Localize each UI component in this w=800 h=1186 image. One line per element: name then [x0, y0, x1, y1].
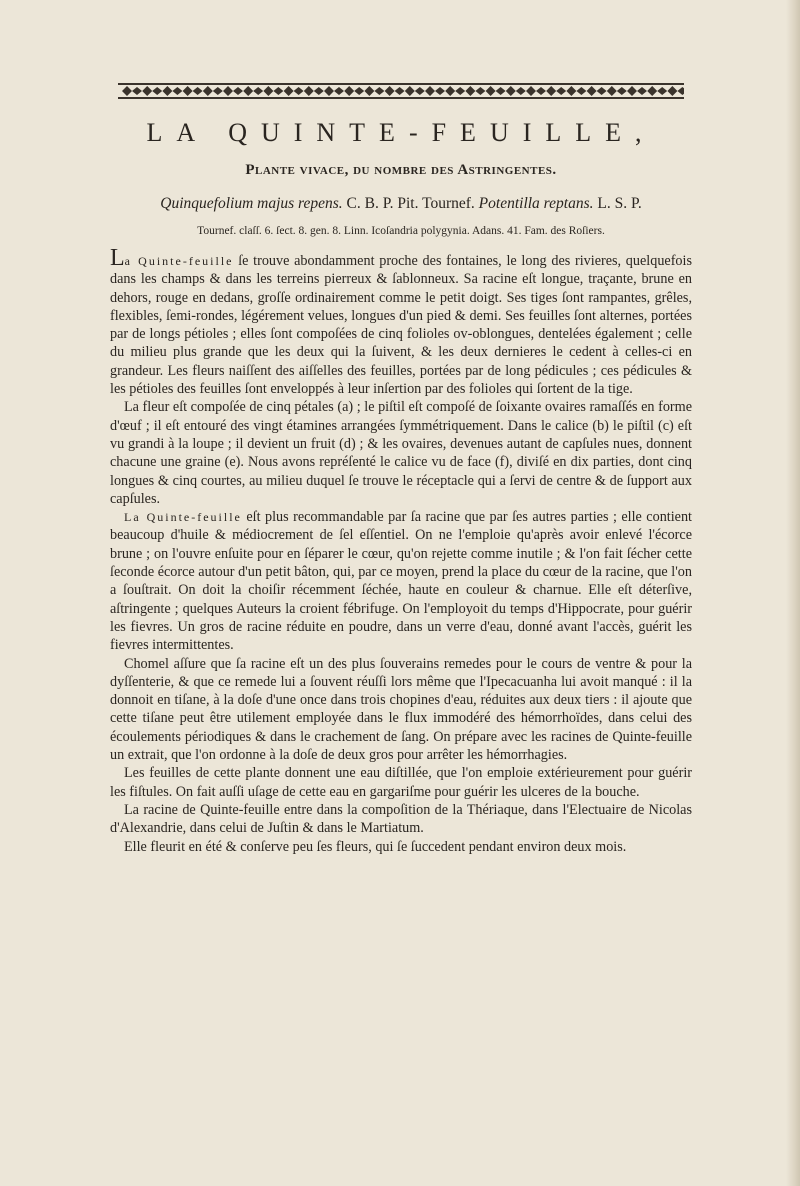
page-title: LA QUINTE-FEUILLE, [146, 118, 656, 147]
authorities: C. B. P. Pit. Tournef. [346, 195, 475, 212]
synonyms-line [110, 195, 692, 213]
page-content [110, 118, 692, 856]
page-edge [786, 0, 800, 1186]
paragraph-lead: La Quinte-feuille [124, 510, 242, 525]
second-name: Potentilla reptans. [478, 195, 594, 212]
latin-name: Quinquefolium majus repens. [160, 195, 343, 212]
paragraph-text: eſt plus recommandable par ſa racine que par ſes autres parties ; elle contient beaucoup d'huile & médiocrement de ſel eſſentiel. On ne l'emploie qu'après avoir enlevé l'écorce brune ; on l'ouvre enſuite pour en ſéparer le cœur, qu'on rejette comme inutile ; & l'on fait ſécher cette ſeconde écorce autour d'un petit bâton, qui, par ce moyen, prend la place du cœur de la racine, que l'on a ſouſtrait. On doit la choiſir récemment ſéchée, haute en couleur & charnue. Elle eſt déterſive, aſtringente ; quelques Auteurs la croient fébrifuge. On l'employoit du temps d'Hippocrate, pour guérir les fievres. Un gros de racine réduite en poudre, dans un verre d'eau, donné avant l'accès, guérit les fievres intermittentes. [110, 509, 693, 654]
second-authorities: L. S. P. [597, 195, 642, 212]
drop-cap: L [110, 245, 125, 271]
paragraph-compositions: La racine de Quinte-feuille entre dans la compoſition de la Thériaque, dans l'Electuaire de Nicolas d'Alexandrie, dans celui de Juſtin & dans le Martiatum. [110, 801, 692, 837]
paragraph-uses [110, 508, 692, 654]
page-subtitle: Plante vivace, du nombre des Astringentes. [245, 162, 557, 178]
paragraph-lead: a Quinte-feuille [124, 254, 234, 268]
paragraph-description [110, 245, 692, 398]
classification-refs: Tournef. claſſ. 6. ſect. 8. gen. 8. Linn. Icoſandria polygynia. Adans. 41. Fam. des Roſiers. [197, 225, 605, 237]
paragraph-flowering: Elle fleurit en été & conſerve peu ſes fleurs, qui ſe ſuccedent pendant environ deux mois. [124, 838, 627, 855]
paragraph-flower: La fleur eſt compoſée de cinq pétales (a) ; le piſtil eſt compoſé de ſoixante ovaires ramaſſés en forme d'œuf ; il eſt entouré des vingt étamines arrangées ſymmétriquement. Dans le calice (b) le piſtil (c) eſt vu grandi à la loupe ; il devient un fruit (d) ; & les ovaires, devenues autant de capſules nues, donnent chacune une graine (e). Nous avons repréſenté le calice vu de face (f), diviſé en dix parties, dont cinq longues & cinq courtes, au milieu duquel ſe trouve le réceptacle qui a ſervi de centre & de ſupport aux capſules. [110, 399, 692, 507]
paragraph-leaves: Les feuilles de cette plante donnent une eau diſtillée, que l'on emploie extérieurement pour guérir les fiſtules. On fait auſſi uſage de cette eau en gargariſme pour guérir les ulceres de la bouche. [110, 765, 692, 800]
ornamental-border [118, 80, 684, 102]
paragraph-text: ſe trouve abondamment proche des fontaines, le long des rivieres, quelquefois dans les champs & dans les terreins pierreux & ſablonneux. Sa racine eſt longue, traçante, brune en dehors, rouge en dedans, groſſe ordinairement comme le petit doigt. Ses tiges ſont rampantes, grêles, flexibles, ſemi-rondes, légérement velues, longues d'un pied & demi. Ses feuilles ſont alternes, portées par de longs pétioles ; elles ſont compoſées de cinq folioles ov-oblongues, dentelées également ; celle du milieu plus grande que les deux qui la ſuivent, & les deux dernieres le cedent à celles-ci en grandeur. Les fleurs naiſſent des aiſſelles des feuilles, portées par de long pédicules ; ces pédicules & les pétioles des feuilles ſont enveloppés à leur inſertion par des folioles qui ſortent de la tige. [110, 253, 692, 398]
paragraph-chomel: Chomel aſſure que ſa racine eſt un des plus ſouverains remedes pour le cours de ventre & pour la dyſſenterie, & que ce remede lui a ſouvent réuſſi lors même que l'Ipecacuanha lui avoit manqué : il la donnoit en tiſane, à la doſe d'une once dans trois chopines d'eau, réduites aux deux tiers : il ajoute que cette tiſane peut être utilement employée dans le flux immodéré des hémorrhoïdes, dans celui des écoulements périodiques & dans le crachement de ſang. On prépare avec les racines de Quinte-feuille un extrait, que l'on ordonne à la doſe de deux gros pour arrêter les hémorrhagies. [110, 655, 692, 764]
